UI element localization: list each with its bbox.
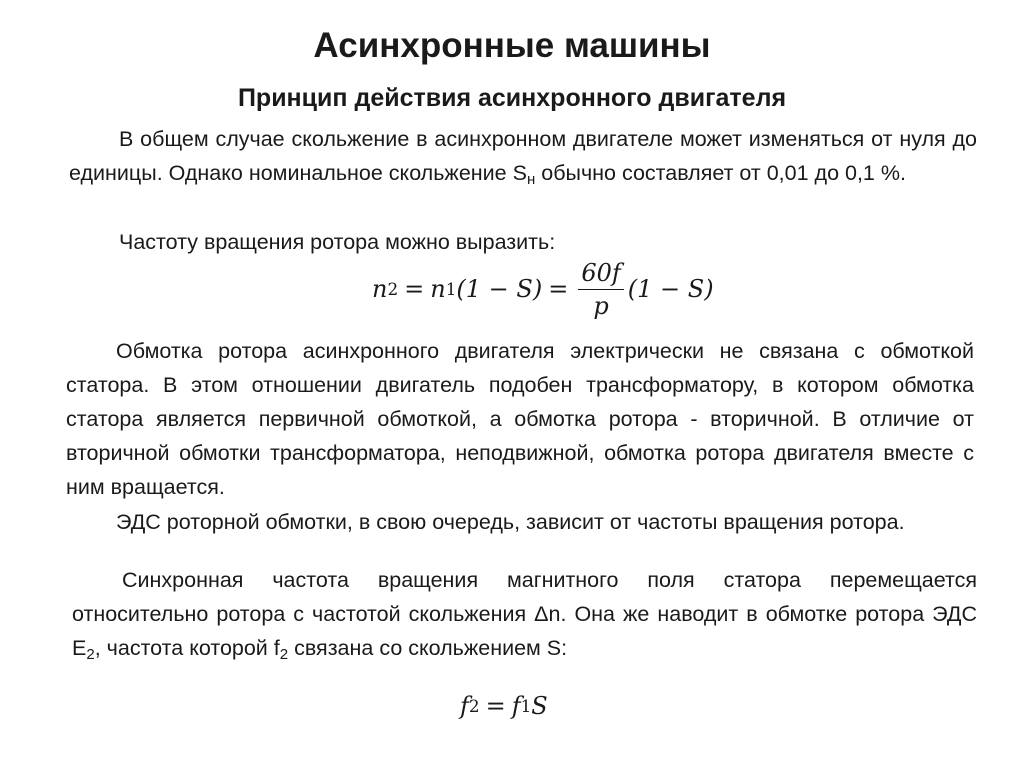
slide-subtitle: Принцип действия асинхронного двигателя (237, 84, 787, 112)
formula1-eq2: = (548, 275, 569, 303)
paragraph-synchronous-field (72, 563, 977, 665)
p1-text: В общем случае скольжение в асинхронном двигателе может изменяться от нуля до единицы. Однако номинальное скольжение S (69, 127, 977, 185)
formula-rotor-speed: n 2 = n 1 (1 − S) = $\frac{60f}{p}$ (1 − S) (372, 258, 714, 320)
p1-subscript: н (526, 170, 536, 188)
p5-text-b: , частота которой f (94, 636, 280, 660)
formula2-eq: = (485, 692, 506, 720)
formula2-rhs-s: S (531, 692, 548, 720)
formula2-rhs: f (511, 692, 521, 720)
paragraph-slip-range (69, 122, 977, 190)
formula2-lhs: f (460, 692, 469, 720)
p5-sub-a: 2 (86, 645, 95, 663)
p5-sub-b: 2 (279, 645, 289, 663)
paragraph-rotor-winding (66, 334, 974, 504)
formula1-factor1: (1 − S) (456, 275, 543, 303)
p2-text: Частоту вращения ротора можно выразить: (119, 230, 556, 254)
p3-text: Обмотка ротора асинхронного двигателя электрически не связана с обмоткой статора. В этом отношении двигатель подобен трансформатору, в котором обмотка статора является первичной обмоткой, а обмотка ротора - вторичной. В отличие от вторичной обмотки трансформатора, неподвижной, обмотка ротора двигателя вместе с ним вращается. (66, 339, 974, 499)
formula-rotor-frequency: f 2 = f 1 S (460, 692, 548, 720)
formula1-factor2: (1 − S) (627, 275, 714, 303)
formula1-denominator: p (593, 291, 609, 320)
paragraph-rotor-emf (66, 505, 974, 539)
formula1-lhs: n (372, 275, 388, 303)
p5-text-c: связана со скольжением S: (288, 636, 568, 660)
p5-text-a: Синхронная частота вращения магнитного поля статора перемещается относительно ротора с частотой скольжения Δn. Она же наводит в обмотке ротора ЭДС E (72, 568, 977, 660)
formula1-n1: n (430, 275, 446, 303)
p1-text-after: обычно составляет от 0,01 до 0,1 %. (541, 161, 906, 185)
formula1-eq1: = (404, 275, 425, 303)
formula1-fraction (578, 259, 623, 320)
slide-title: Асинхронные машины (313, 26, 711, 65)
formula1-numerator: 60f (578, 259, 623, 290)
p4-text: ЭДС роторной обмотки, в свою очередь, зависит от частоты вращения ротора. (116, 510, 905, 534)
